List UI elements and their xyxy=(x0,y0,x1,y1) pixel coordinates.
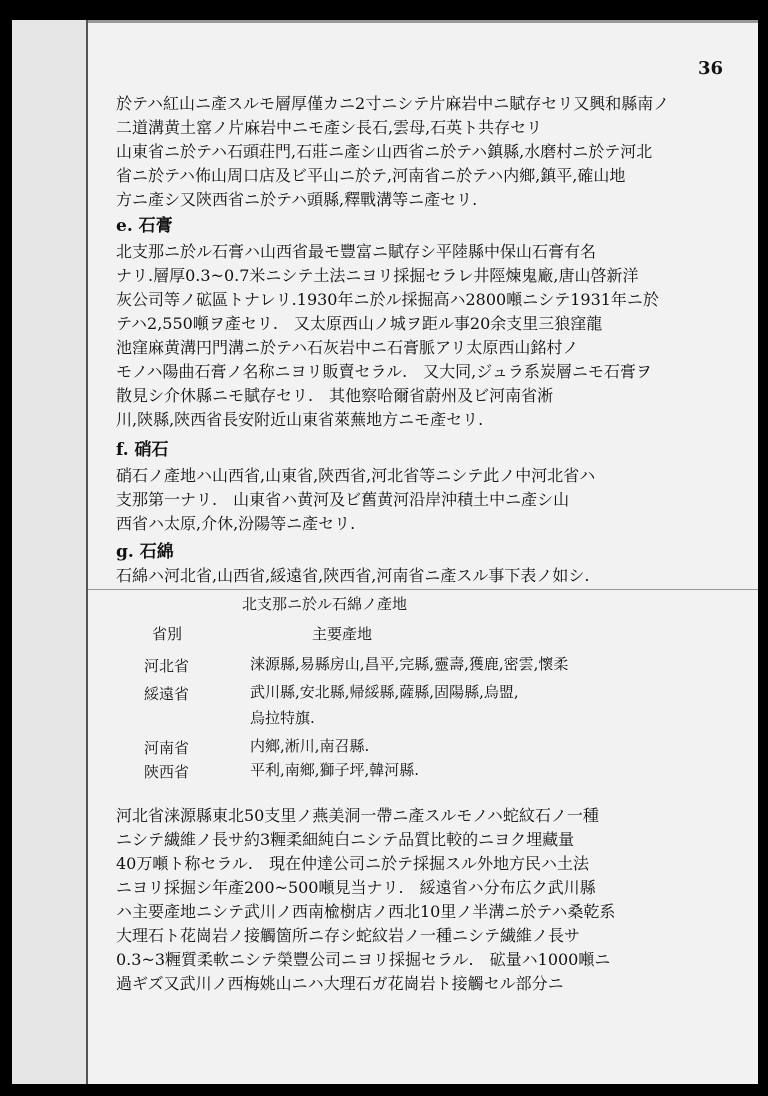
table-cell-province: 陝西省 xyxy=(144,763,190,781)
text-line: 0.3~3糎質柔軟ニシテ榮豐公司ニヨリ採掘セラル. 砿量ハ1000噸ニ xyxy=(116,950,611,969)
text-line: 山東省ニ於テハ石頭荘門,石莊ニ產シ山西省ニ於テハ鎮縣,水磨村ニ於テ河北 xyxy=(116,142,653,161)
table-cell-localities: 武川縣,安北縣,帰綏縣,薩縣,固陽縣,烏盟, xyxy=(250,683,519,701)
section-heading: g. 石綿 xyxy=(116,542,174,562)
horizontal-rule xyxy=(88,589,758,590)
table-header-province: 省別 xyxy=(152,625,183,643)
text-line: 方ニ產シ又陝西省ニ於テハ頭縣,釋戰溝等ニ產セリ. xyxy=(116,190,478,209)
text-line: 散見シ介休縣ニモ賦存セリ. 其他察哈爾省蔚州及ビ河南省淅 xyxy=(116,386,554,405)
text-line: 於テハ紅山ニ產スルモ層厚僅カニ2寸ニシテ片麻岩中ニ賦存セリ又興和縣南ノ xyxy=(116,94,670,113)
text-line: ニヨリ採掘シ年產200~500噸見当ナリ. 綏遠省ハ分布広ク武川縣 xyxy=(116,878,596,897)
text-line: ナリ.層厚0.3~0.7米ニシテ土法ニヨリ採掘セラレ井陘煉鬼廠,唐山啓新洋 xyxy=(116,266,639,285)
text-line: 省ニ於テハ佈山周口店及ビ平山ニ於テ,河南省ニ於テハ内鄉,鎮平,確山地 xyxy=(116,166,626,185)
table-cell-localities: 涞源縣,易縣房山,昌平,完縣,靈壽,獲鹿,密雲,懷柔 xyxy=(250,655,569,673)
text-line: テハ2,550噸ヲ產セリ. 又太原西山ノ城ヲ距ル事20余支里三狼窪龍 xyxy=(116,314,603,333)
binding-strip xyxy=(12,20,86,1084)
section-heading: e. 石膏 xyxy=(116,216,173,236)
table-header-localities: 主要產地 xyxy=(312,625,373,643)
text-line: 二道溝黄土窰ノ片麻岩中ニモ產シ長石,雲母,石英ト共存セリ xyxy=(116,118,543,137)
text-line: 川,陝縣,陝西省長安附近山東省萊蕪地方ニモ產セリ. xyxy=(116,410,484,429)
table-cell-localities: 平利,南鄉,獅子坪,韓河縣. xyxy=(250,761,420,779)
text-line: 石綿ハ河北省,山西省,綏遠省,陝西省,河南省ニ產スル事下表ノ如シ. xyxy=(116,566,590,585)
table-title: 北支那ニ於ル石綿ノ產地 xyxy=(242,595,408,613)
text-line: 40万噸ト称セラル. 現在仲達公司ニ於テ採掘スル外地方民ハ土法 xyxy=(116,854,589,873)
table-cell-province: 河南省 xyxy=(144,739,190,757)
text-line: モノハ陽曲石膏ノ名称ニヨリ販賣セラル. 又大同,ジュラ系炭層ニモ石膏ヲ xyxy=(116,362,652,381)
text-line: 支那第一ナリ. 山東省ハ黄河及ビ舊黄河沿岸沖積土中ニ產シ山 xyxy=(116,490,570,509)
text-line: 池窪麻黄溝円門溝ニ於テハ石灰岩中ニ石膏脈アリ太原西山銘村ノ xyxy=(116,338,579,357)
text-line: 河北省涞源縣東北50支里ノ燕美洞一帶ニ產スルモノハ蛇紋石ノ一種 xyxy=(116,806,599,825)
text-line: 灰公司等ノ砿區トナレリ.1930年ニ於ル採掘高ハ2800噸ニシテ1931年ニ於 xyxy=(116,290,659,309)
margin-line xyxy=(86,20,88,1084)
table-cell-province: 河北省 xyxy=(144,657,190,675)
section-heading: f. 硝石 xyxy=(116,440,169,460)
text-line: 過ギズ又武川ノ西梅姚山ニハ大理石ガ花崗岩ト接觸セル部分ニ xyxy=(116,974,564,993)
table-cell-localities: 内鄉,淅川,南召縣. xyxy=(250,737,370,755)
text-line: ハ主要產地ニシテ武川ノ西南楡樹店ノ西北10里ノ半溝ニ於テハ桑乾系 xyxy=(116,902,616,921)
text-line: 西省ハ太原,介休,汾陽等ニ產セリ. xyxy=(116,514,356,533)
text-line: ニシテ繊維ノ長サ約3糎柔細純白ニシテ品質比較的ニヨク埋藏量 xyxy=(116,830,575,849)
page-top-edge xyxy=(12,20,758,23)
page-number: 36 xyxy=(698,58,724,79)
text-line: 硝石ノ產地ハ山西省,山東省,陝西省,河北省等ニシテ此ノ中河北省ハ xyxy=(116,466,596,485)
document-page xyxy=(12,20,758,1084)
text-line: 北支那ニ於ル石膏ハ山西省最モ豐富ニ賦存シ平陸縣中保山石膏有名 xyxy=(116,242,597,261)
table-cell-province: 綏遠省 xyxy=(144,685,190,703)
text-line: 大理石ト花崗岩ノ接觸箇所ニ存シ蛇紋岩ノ一種ニシテ繊維ノ長サ xyxy=(116,926,581,945)
table-cell-localities: 烏拉特旗. xyxy=(250,709,315,727)
